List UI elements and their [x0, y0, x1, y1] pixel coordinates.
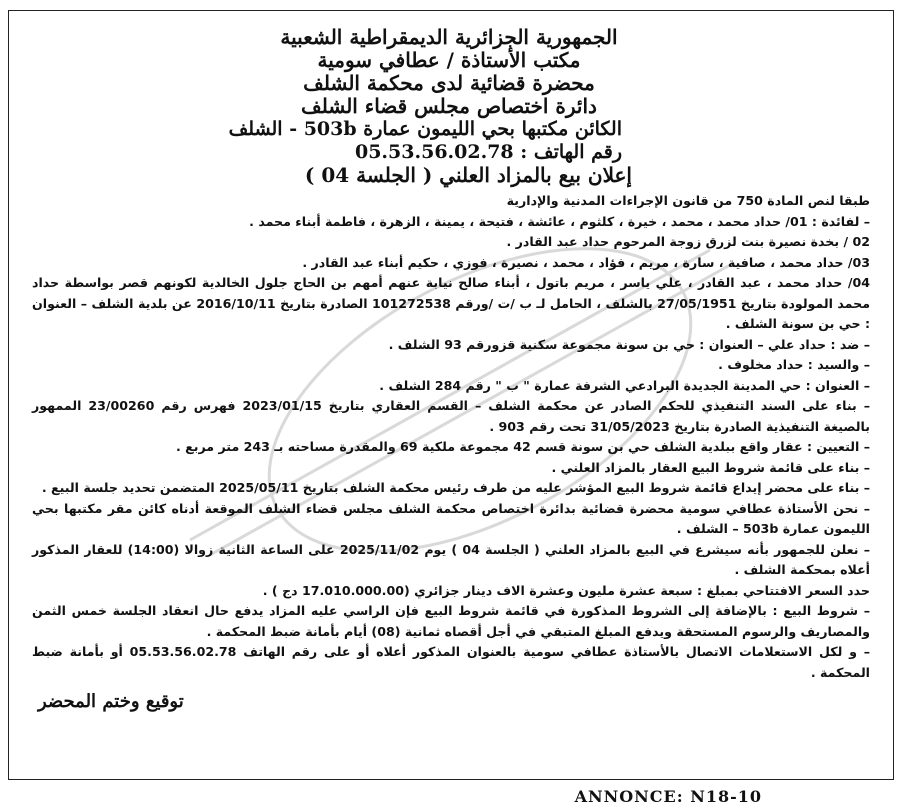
announcement-header	[26, 26, 872, 187]
body-paragraph: – لفائدة : 01/ حداد محمد ، محمد ، خيرة ، كلثوم ، عائشة ، فتيحة ، يمينة ، الزهرة ، فاطمة أبناء محمد .	[249, 213, 870, 229]
body-paragraph: – بناء على محضر إيداع قائمة شروط البيع المؤشر عليه من طرف رئيس محكمة الشلف بتاريخ 2025/05/11 المتضمن تحديد جلسة البيع .	[41, 480, 870, 495]
body-paragraph: حدد السعر الافتتاحي بمبلغ : سبعة عشرة مليون وعشرة الاف دينار جزائري (17.010.000.00 دج ) .	[262, 582, 870, 598]
announcement-body	[26, 191, 872, 683]
body-paragraph: – بناء على قائمة شروط البيع العقار بالمزاد العلني .	[551, 459, 870, 475]
body-paragraph: – و لكل الاستعلامات الاتصال بالأستاذة عطافي سومية بالعنوان المذكور أعلاه أو على رقم الهاتف 05.53.56.02.78 أو بأمانة ضبط المحكمة .	[32, 644, 870, 680]
body-paragraph: 02 / بخدة نصيرة بنت لزرق زوجة المرحوم حداد عبد القادر .	[506, 234, 870, 249]
body-paragraph: – نعلن للجمهور بأنه سيشرع في البيع بالمزاد العلني ( الجلسة 04 ) يوم 2025/11/02 على الساعة الثانية زوالا (14:00) للعقار المذكور أعلاه بمحكمة الشلف .	[32, 541, 870, 577]
office-phone: رقم الهاتف : 05.53.56.02.78	[354, 141, 622, 163]
jurisdiction: دائرة اختصاص مجلس قضاء الشلف	[301, 94, 597, 118]
body-paragraph: – والسيد : حداد مخلوف .	[718, 357, 870, 372]
body-paragraph: – بناء على السند التنفيذي للحكم الصادر عن محكمة الشلف – القسم العقاري بتاريخ 2023/01/15 فهرس رقم 23/00260 الممهور بالصيغة التنفيذية الصادرة بتاريخ 31/05/2023 تحت رقم 903 .	[32, 398, 870, 434]
body-paragraph: طبقا لنص المادة 750 من قانون الإجراءات المدنية والإدارية	[506, 193, 870, 208]
office-address: الكائن مكتبها بحي الليمون عمارة 503b - الشلف	[228, 118, 622, 140]
body-paragraph: – ضد : حداد علي – العنوان : حي بن سونة مجموعة سكنية قزورقم 93 الشلف .	[388, 336, 870, 352]
body-paragraph: – التعيين : عقار واقع ببلدية الشلف حي بن سونة قسم 42 مجموعة ملكية 69 والمقدرة مساحته بـ 243 متر مربع .	[175, 439, 870, 454]
office-name: مكتب الأستاذة / عطافي سومية	[317, 48, 581, 72]
body-paragraph: – شروط البيع : بالإضافة إلى الشروط المذكورة في قائمة شروط البيع فإن الراسي عليه المزاد يدفع حال انعقاد الجلسة خمس الثمن والمصاريف والرسوم المستحقة ويدفع المبلغ المتبقي في أجل أقصاه ثمانية (08) أيام بأمانة ضبط المحكمة .	[32, 603, 870, 639]
body-paragraph: 03/ حداد محمد ، صافية ، سارة ، مريم ، فؤاد ، محمد ، نصيرة ، فوزي ، حكيم أبناء عبد القادر .	[302, 254, 870, 270]
body-paragraph: 04/ حداد محمد ، عبد القادر ، علي ياسر ، مريم باتول ، أبناء صالح نيابة عنهم أمهم بن الحاج جلول الخالدية لكونهم قصر بواسطة حداد محمد المولودة بتاريخ 27/05/1951 بالشلف ، الحامل لـ ب /ت /ورقم 101272538 الصادرة بتاريخ 2016/10/11 عن بلدية الشلف – العنوان : حي بن سونة الشلف .	[32, 275, 870, 331]
republic-title: الجمهورية الجزائرية الديمقراطية الشعبية	[280, 25, 618, 49]
body-paragraph: – نحن الأستاذة عطافي سومية محضرة قضائية بدائرة اختصاص محكمة الشلف مجلس قضاء الشلف الموقعة أدناه كائن مقر مكتبها بحي الليمون عمارة 503b – الشلف .	[32, 500, 870, 536]
body-paragraph: – العنوان : حي المدينة الجديدة البرادعي الشرفة عمارة " ب " رقم 284 الشلف .	[379, 377, 870, 393]
signature-label: توقيع وختم المحضر	[38, 691, 184, 712]
auction-title: إعلان بيع بالمزاد العلني ( الجلسة 04 )	[304, 163, 632, 187]
announcement-reference: ANNONCE: N18-10	[574, 787, 762, 806]
bailiff-title: محضرة قضائية لدى محكمة الشلف	[303, 71, 595, 95]
